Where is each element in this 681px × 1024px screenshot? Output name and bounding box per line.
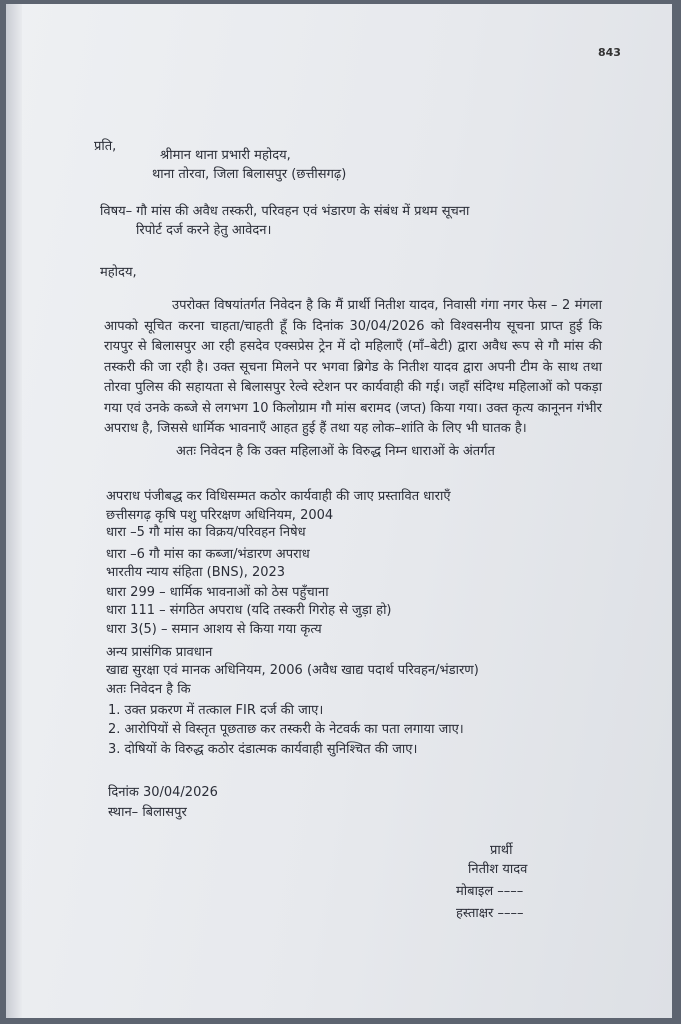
greeting: महोदय, [100, 265, 137, 280]
legal-line: अपराध पंजीबद्ध कर विधिसम्मत कठोर कार्यवाही की जाए प्रस्तावित धाराएँ [106, 489, 451, 504]
legal-line: छत्तीसगढ़ कृषि पशु परिरक्षण अधिनियम, 2004 [106, 508, 334, 523]
place-line: स्थान– बिलासपुर [108, 805, 187, 820]
numbered-request: 1. उक्त प्रकरण में तत्काल FIR दर्ज की जाए। [108, 703, 324, 718]
legal-line: धारा 299 – धार्मिक भावनाओं को ठेस पहुँचाना [106, 585, 329, 600]
subject-line-1: विषय– गौ मांस की अवैध तस्करी, परिवहन एवं भंडारण के संबंध में प्रथम सूचना [100, 204, 470, 219]
legal-line: अतः निवेदन है कि [106, 682, 191, 697]
numbered-request: 3. दोषियों के विरुद्ध कठोर दंडात्मक कार्यवाही सुनिश्चित की जाए। [108, 742, 418, 757]
request-line: अतः निवेदन है कि उक्त महिलाओं के विरुद्ध निम्न धाराओं के अंतर्गत [176, 444, 495, 459]
signature-mobile: मोबाइल –––– [456, 884, 524, 899]
legal-line: धारा 3(5) – समान आशय से किया गया कृत्य [106, 622, 322, 637]
body-paragraph: उपरोक्त विषयांतर्गत निवेदन है कि मैं प्रार्थी नितीश यादव, निवासी गंगा नगर फेस – 2 मंगला आपको सूचित करना चाहता/चाहती हूँ कि दिनांक 30/04/2026 को विश्वसनीय सूचना प्राप्त हुई कि रायपुर से बिलासपुर आ रही हसदेव एक्सप्रेस ट्रेन में दो महिलाएँ (माँ–बेटी) द्वारा अवैध रूप से गौ मांस की तस्करी की जा रही है। उक्त सूचना मिलने पर भगवा ब्रिगेड के नितीश यादव द्वारा अपनी टीम के साथ तथा तोरवा पुलिस की सहायता से बिलासपुर रेल्वे स्टेशन पर कार्यवाही की गई। जहाँ संदिग्ध महिलाओं को पकड़ा गया एवं उनके कब्जे से लगभग 10 किलोग्राम गौ मांस बरामद (जप्त) किया गया। उक्त कृत्य कानूनन गंभीर अपराध है, जिससे धार्मिक भावनाएँ आहत हुई हैं तथा यह लोक–शांति के लिए भी घातक है। [104, 298, 602, 436]
legal-line: धारा –6 गौ मांस का कब्जा/भंडारण अपराध [106, 547, 310, 562]
legal-line: धारा 111 – संगठित अपराध (यदि तस्करी गिरोह से जुड़ा हो) [106, 603, 392, 618]
signature-name: नितीश यादव [468, 862, 528, 877]
signature-sign: हस्ताक्षर –––– [456, 906, 524, 921]
page-number: 843 [598, 46, 621, 59]
legal-line: खाद्य सुरक्षा एवं मानक अधिनियम, 2006 (अवैध खाद्य पदार्थ परिवहन/भंडारण) [106, 663, 479, 678]
legal-line: धारा –5 गौ मांस का विक्रय/परिवहन निषेध [106, 525, 306, 540]
legal-line: अन्य प्रासंगिक प्रावधान [106, 645, 213, 660]
date-line: दिनांक 30/04/2026 [108, 785, 218, 800]
legal-line: भारतीय न्याय संहिता (BNS), 2023 [106, 565, 286, 580]
subject-line-2: रिपोर्ट दर्ज करने हेतु आवेदन। [136, 223, 272, 238]
signature-applicant: प्रार्थी [490, 843, 513, 858]
salutation-to: प्रति, [94, 139, 117, 154]
document-page [6, 4, 672, 1018]
numbered-request: 2. आरोपियों से विस्तृत पूछताछ कर तस्करी के नेटवर्क का पता लगाया जाए। [108, 722, 464, 737]
letter-content [6, 4, 672, 1018]
addressee-line-2: थाना तोरवा, जिला बिलासपुर (छत्तीसगढ़) [152, 167, 347, 182]
addressee-line-1: श्रीमान थाना प्रभारी महोदय, [160, 148, 291, 163]
